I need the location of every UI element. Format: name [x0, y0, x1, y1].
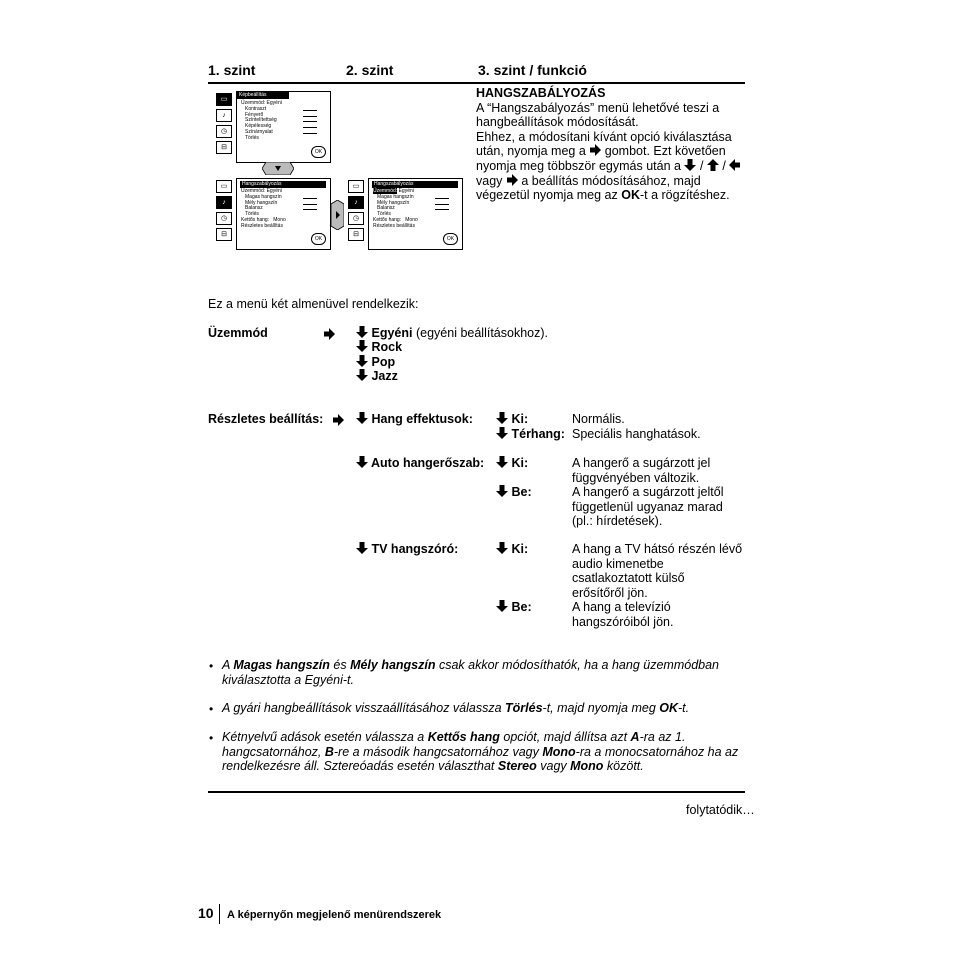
- screen2-line: Magas hangszín: [245, 193, 282, 200]
- t: Magas hangszín: [233, 658, 330, 672]
- screen1-line: Üzemmód: Egyéni: [241, 100, 282, 106]
- description: [476, 86, 748, 203]
- tv-icon: ▭: [216, 93, 232, 106]
- text: vagy: [476, 173, 503, 188]
- header-rule: [208, 82, 745, 84]
- level3-heading: 3. szint / funkció: [478, 62, 587, 78]
- desc-line: függetlenül ugyanaz marad: [572, 499, 723, 514]
- screen1-line: Képélesség: [245, 123, 272, 130]
- arrow-down-icon: [356, 355, 368, 367]
- option-label: Hang effektusok:: [371, 412, 473, 426]
- option-pop: [356, 355, 395, 370]
- tv-icon: ▭: [348, 180, 364, 193]
- auto-hangeroszab: [356, 456, 484, 471]
- option-label: Ki:: [511, 412, 529, 426]
- screen1-line: Törlés: [245, 134, 259, 141]
- desc-line: erősítőről jön.: [572, 585, 648, 600]
- t: -ra az 1. hangcsatornához,: [222, 730, 686, 759]
- bottom-rule: [208, 791, 745, 793]
- description-heading: HANGSZABÁLYOZÁS: [476, 86, 606, 100]
- description-p2: [476, 130, 748, 203]
- text: -t a rögzítéshez.: [639, 188, 730, 203]
- arrow-down-icon: [356, 456, 368, 468]
- t: -ra a monocsatornához ha az rendelkezésre áll. Sztereóadás esetén választhat: [222, 744, 739, 774]
- note-1: [222, 658, 748, 687]
- slider: [303, 110, 317, 111]
- mode-label: Üzemmód:: [373, 188, 398, 194]
- slider: [303, 209, 317, 210]
- t: B: [324, 744, 334, 759]
- arrow-down-icon: [496, 542, 508, 554]
- bullet: •: [209, 702, 214, 716]
- reszletes-label: Részletes beállítás:: [208, 412, 324, 426]
- option-label: Rock: [371, 340, 403, 354]
- arrow-left-icon: [729, 159, 741, 171]
- dual-label: Kettős hang:: [241, 216, 270, 223]
- t: Stereo: [497, 759, 537, 774]
- screen3-title: Hangszabályozás: [372, 181, 458, 188]
- arrow-right-icon: [332, 414, 344, 426]
- arrow-down-icon: [356, 340, 368, 352]
- option-label: Be:: [511, 485, 532, 499]
- auto-ki: [496, 456, 528, 471]
- dual-value: Mono: [405, 216, 418, 223]
- description-p1: A “Hangszabályozás” menü lehetővé teszi a hangbeállítások módosítását.: [476, 100, 720, 130]
- note-icon: ♪: [348, 196, 364, 209]
- option-label: Auto hangerőszab:: [371, 456, 485, 470]
- option-label: Ki:: [511, 542, 529, 556]
- screen1-line: Színtelítettség: [245, 117, 277, 124]
- option-label: Térhang:: [511, 427, 565, 441]
- arrow-down-icon: [356, 326, 368, 338]
- t: A: [222, 658, 234, 672]
- hang-effektusok: [356, 412, 473, 427]
- clock-icon: ◷: [216, 125, 232, 138]
- screen3-line: Törlés: [377, 211, 391, 218]
- briefcase-icon: ⊟: [216, 141, 232, 154]
- auto-be: [496, 485, 532, 500]
- t: Mono: [570, 759, 604, 774]
- arrow-down-icon: [684, 159, 696, 171]
- footer-divider: [219, 904, 220, 924]
- t: Kétnyelvű adások esetén válassza a: [222, 730, 428, 744]
- option-label: Pop: [371, 355, 396, 369]
- slider: [435, 198, 449, 199]
- tv-be-desc: [572, 600, 673, 629]
- t: és: [329, 658, 351, 672]
- slider: [303, 198, 317, 199]
- slider: [303, 116, 317, 117]
- arrow-down-icon: [356, 369, 368, 381]
- t: opciót, majd állítsa azt: [499, 730, 631, 744]
- briefcase-icon: ⊟: [216, 228, 232, 241]
- ok-text: OK: [621, 188, 640, 203]
- option-label: Egyéni: [371, 326, 413, 340]
- desc-line: (pl.: hírdetések).: [572, 514, 663, 529]
- hang-terhang-desc: Speciális hanghatások.: [572, 427, 701, 441]
- ok-icon: OK: [311, 233, 326, 245]
- hang-ki: [496, 412, 528, 427]
- tv-ki: [496, 542, 528, 557]
- screen1-line: Fényerő: [245, 111, 264, 118]
- text: /: [699, 158, 704, 173]
- arrow-right-icon: [589, 144, 601, 156]
- option-label: Jazz: [371, 369, 398, 383]
- mode-label: Üzemmód:: [241, 188, 266, 194]
- screen1-title: Képbeállítás: [237, 92, 289, 99]
- t: Mély hangszín: [350, 658, 436, 672]
- screen1-line: Színárnyalat: [245, 128, 273, 135]
- desc-line: A hang a televízió: [572, 600, 671, 614]
- t: csak akkor módosíthatók, ha a hang üzemmódban kiválasztotta a Egyéni-t.: [222, 658, 719, 687]
- note-icon: ♪: [216, 109, 232, 122]
- t: -t, majd nyomja meg: [542, 701, 660, 715]
- option-label: TV hangszóró:: [371, 542, 459, 556]
- arrow-down-icon: [356, 412, 368, 424]
- t: A: [630, 730, 640, 744]
- down-button-icon: [262, 162, 294, 175]
- text: Ehhez, a módosítani kívánt opció kiválasztása után, nyomja meg a: [476, 129, 732, 159]
- clock-icon: ◷: [216, 212, 232, 225]
- slider: [303, 127, 317, 128]
- option-egyeni: [356, 326, 548, 341]
- desc-line: A hangerő a sugárzott jel: [572, 456, 711, 470]
- option-note: (egyéni beállításokhoz).: [415, 326, 548, 340]
- tv-be: [496, 600, 532, 615]
- t: -re a második hangcsatornához vagy: [333, 744, 543, 759]
- t: Kettős hang: [427, 730, 500, 744]
- text: a beállítás módosításához, majd végezetül nyomja meg az: [476, 173, 701, 203]
- uzemmod-label: Üzemmód: [208, 326, 268, 340]
- auto-be-desc: [572, 485, 724, 529]
- t: között.: [603, 759, 644, 774]
- tv-ki-desc: [572, 542, 742, 600]
- detail-line: Részletes beállítás: [373, 222, 415, 229]
- screen2-line: Mély hangszín: [245, 199, 278, 206]
- arrow-up-icon: [707, 159, 719, 171]
- tv-hangszoro: [356, 542, 458, 557]
- bullet: •: [209, 731, 214, 745]
- arrow-right-icon: [323, 328, 335, 340]
- page-number: 10: [198, 905, 214, 921]
- t: OK: [659, 701, 679, 715]
- option-jazz: [356, 369, 398, 384]
- screen2-title: Hangszabályozás: [240, 181, 326, 188]
- tv-icon: ▭: [216, 180, 232, 193]
- arrow-down-icon: [496, 412, 508, 424]
- t: Törlés: [505, 701, 543, 715]
- note-icon: ♪: [216, 196, 232, 209]
- detail-line: Részletes beállítás: [241, 222, 283, 229]
- hang-terhang: [496, 427, 565, 442]
- option-label: Ki:: [511, 456, 529, 470]
- mode-value: Egyéni: [398, 188, 414, 194]
- note-3: [222, 730, 748, 774]
- note-2: [222, 701, 748, 716]
- hang-ki-desc: Normális.: [572, 412, 625, 426]
- desc-line: függvényében változik.: [572, 470, 700, 485]
- screen3-line: Magas hangszín: [377, 193, 414, 200]
- screen2-line: Törlés: [245, 211, 259, 218]
- screen3-line: Mély hangszín: [377, 199, 410, 206]
- bullet: •: [209, 659, 214, 673]
- level2-heading: 2. szint: [346, 62, 394, 78]
- desc-line: hangszóróiból jön.: [572, 614, 674, 629]
- briefcase-icon: ⊟: [348, 228, 364, 241]
- arrow-down-icon: [496, 600, 508, 612]
- clock-icon: ◷: [348, 212, 364, 225]
- slider: [303, 204, 317, 205]
- t: vagy: [536, 759, 571, 774]
- continued-text: folytatódik…: [686, 803, 755, 817]
- screen2-line: Balansz: [245, 205, 263, 212]
- t: A gyári hangbeállítások visszaállításához válassza: [222, 701, 506, 715]
- t: -t.: [678, 701, 690, 715]
- desc-line: A hangerő a sugárzott jeltől: [572, 485, 724, 499]
- arrow-down-icon: [496, 456, 508, 468]
- dual-value: Mono: [273, 216, 286, 223]
- auto-ki-desc: [572, 456, 710, 485]
- desc-line: audio kimenetbe: [572, 556, 664, 571]
- footer-section: A képernyőn megjelenő menürendszerek: [227, 909, 442, 921]
- text: gombot. Ezt követően nyomja meg többször egymás után a: [476, 144, 726, 173]
- arrow-right-icon: [506, 174, 518, 186]
- right-button-icon: [331, 200, 344, 230]
- t: Mono: [542, 744, 576, 759]
- screen1-line: Kontraszt: [245, 105, 267, 112]
- intro-text: Ez a menü két almenüvel rendelkezik:: [208, 297, 419, 311]
- desc-line: A hang a TV hátsó részén lévő: [572, 542, 743, 556]
- screen3-line: Balansz: [377, 205, 395, 212]
- slider: [435, 209, 449, 210]
- dual-label: Kettős hang:: [373, 216, 402, 223]
- mode-value: Egyéni: [266, 188, 282, 194]
- arrow-down-icon: [496, 485, 508, 497]
- option-rock: [356, 340, 402, 355]
- text: /: [722, 158, 726, 173]
- slider: [435, 204, 449, 205]
- ok-icon: OK: [443, 233, 458, 245]
- ok-icon: OK: [311, 146, 326, 158]
- arrow-down-icon: [496, 427, 508, 439]
- option-label: Be:: [511, 600, 532, 614]
- slider: [303, 133, 317, 134]
- arrow-down-icon: [356, 542, 368, 554]
- slider: [303, 121, 317, 122]
- level1-heading: 1. szint: [208, 62, 256, 78]
- desc-line: csatlakoztatott külső: [572, 571, 685, 586]
